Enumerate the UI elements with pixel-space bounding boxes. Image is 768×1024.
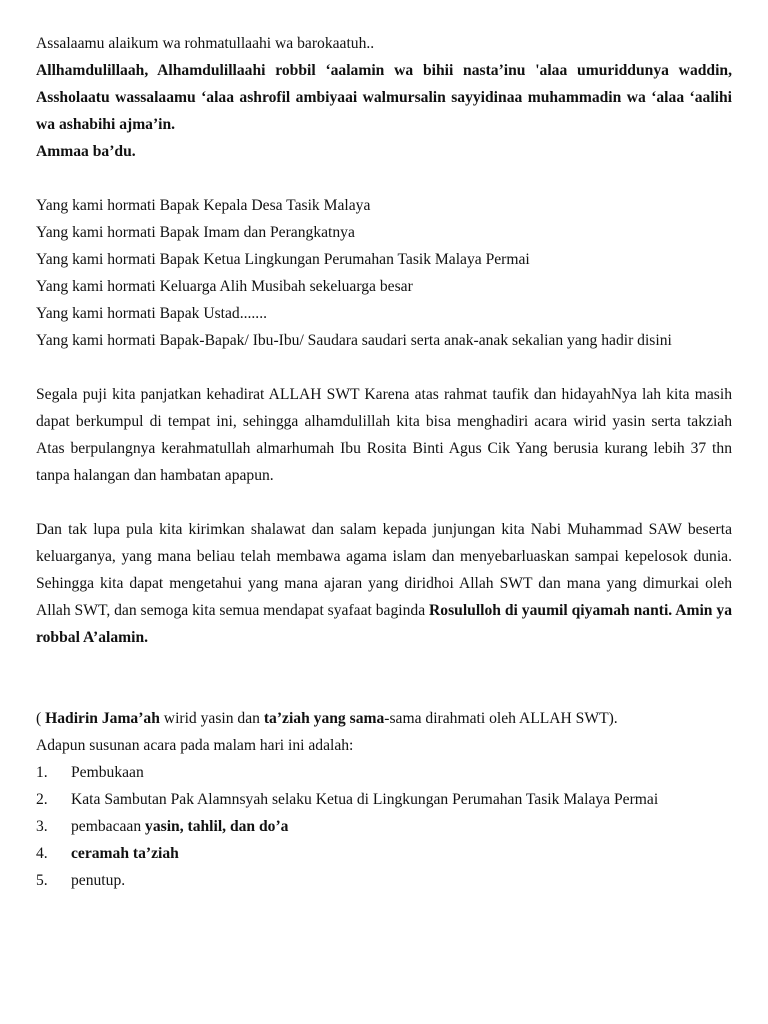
list-number: 1. (36, 764, 48, 781)
greeting-line: Yang kami hormati Bapak-Bapak/ Ibu-Ibu/ Saudara saudari serta anak-anak sekalian yang hadir disini (36, 332, 672, 349)
list-number: 4. (36, 845, 48, 862)
list-number: 5. (36, 872, 48, 889)
greeting-line: Yang kami hormati Bapak Ketua Lingkungan Perumahan Tasik Malaya Permai (36, 251, 530, 268)
shalawat-paragraph (36, 516, 732, 651)
hadirin-line: ( Hadirin Jama’ah wirid yasin dan ta’ziah yang sama-sama dirahmati oleh ALLAH SWT). (36, 710, 618, 727)
list-number: 2. (36, 791, 48, 808)
list-text: Kata Sambutan Pak Alamnsyah selaku Ketua di Lingkungan Perumahan Tasik Malaya Permai (71, 791, 659, 808)
salam-line: Assalaamu alaikum wa rohmatullaahi wa barokaatuh.. (36, 35, 375, 52)
list-item (36, 867, 732, 894)
list-text: Pembukaan (71, 764, 144, 781)
list-item (36, 813, 732, 840)
greeting-line: Yang kami hormati Bapak Ustad....... (36, 305, 267, 322)
shalawat-closing: Rosululloh di yaumil qiyamah nanti. Amin ya robbal A’alamin. (36, 602, 732, 646)
greeting-line: Yang kami hormati Bapak Imam dan Perangkatnya (36, 224, 355, 241)
agenda-list (36, 759, 732, 894)
list-item (36, 759, 732, 786)
ammaa-line: Ammaa ba’du. (36, 143, 136, 160)
greeting-line: Yang kami hormati Bapak Kepala Desa Tasik Malaya (36, 197, 371, 214)
taziah-bold: ta’ziah yang sama (263, 710, 385, 727)
hamdalah-paragraph: Allhamdulillaah, Alhamdulillaahi robbil ‘aalamin wa bihii nasta’inu 'alaa umuriddunya waddin, Assholaatu wassalaamu ‘alaa ashrofil ambiyaai walmursalin sayyidinaa muhammadin wa ‘alaa ‘aalihi wa ashabihi ajma’in. (36, 62, 732, 133)
greeting-line: Yang kami hormati Keluarga Alih Musibah sekeluarga besar (36, 278, 413, 295)
hadirin-bold: Hadirin Jama’ah (45, 710, 160, 727)
list-text: pembacaan yasin, tahlil, dan do’a (71, 818, 289, 835)
list-item (36, 840, 732, 867)
agenda-intro: Adapun susunan acara pada malam hari ini adalah: (36, 737, 354, 754)
list-item (36, 786, 732, 813)
shalawat-text: Dan tak lupa pula kita kirimkan shalawat dan salam kepada junjungan kita Nabi Muhammad SAW beserta keluarganya, yang mana beliau telah membawa agama islam dan menyebarluaskan sampai kepelosok dunia. Sehingga kita dapat mengetahui yang mana ajaran yang diridhoi Allah SWT dan mana yang dimurkai oleh Allah SWT, dan semoga kita semua mendapat syafaat baginda (36, 521, 732, 619)
list-text: penutup. (71, 872, 126, 889)
opening-praise-paragraph: Segala puji kita panjatkan kehadirat ALLAH SWT Karena atas rahmat taufik dan hidayahNya lah kita masih dapat berkumpul di tempat ini, sehingga alhamdulillah kita bisa menghadiri acara wirid yasin serta takziah Atas berpulangnya kerahmatullah almarhumah Ibu Rosita Binti Agus Cik Yang berusia kurang lebih 37 thn tanpa halangan dan hambatan apapun. (36, 386, 732, 484)
list-text: ceramah ta’ziah (71, 845, 179, 862)
list-number: 3. (36, 818, 48, 835)
